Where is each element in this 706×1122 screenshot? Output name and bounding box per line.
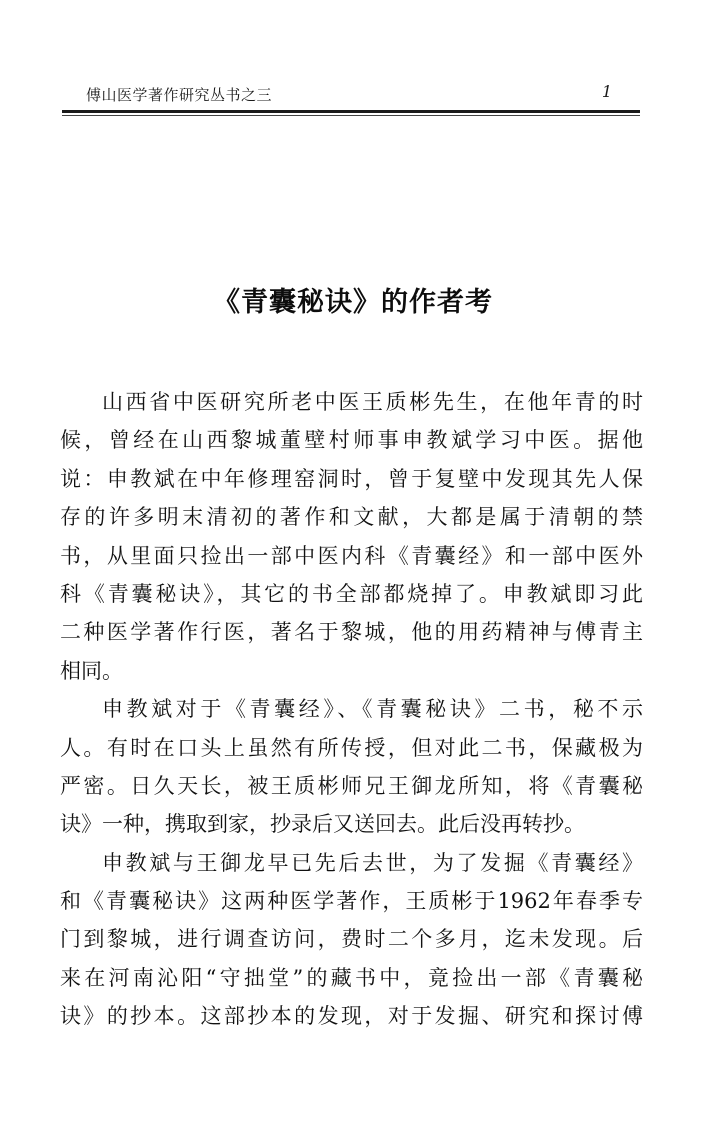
body-line: 相同。 xyxy=(60,658,123,683)
body-line: 门到黎城，进行调查访问，费时二个多月，迄未发现。后 xyxy=(60,927,643,952)
header-rule-thin xyxy=(62,115,640,116)
body-line: 来在河南沁阳“守拙堂”的藏书中，竟捡出一部《青囊秘 xyxy=(60,965,643,990)
body-line: 说：申教斌在中年修理窑洞时，曾于复壁中发现其先人保 xyxy=(60,466,643,491)
header-rule xyxy=(62,110,640,113)
body-line: 申教斌与王御龙早已先后去世，为了发掘《青囊经》 xyxy=(102,850,643,875)
body-line: 和《青囊秘诀》这两种医学著作，王质彬于1962年春季专 xyxy=(60,889,643,914)
body-line: 二种医学著作行医，著名于黎城，他的用药精神与傅青主 xyxy=(60,620,643,645)
body-line: 诀》一种，携取到家，抄录后又送回去。此后没再转抄。 xyxy=(60,812,585,837)
body-line: 科《青囊秘诀》，其它的书全部都烧掉了。申教斌即习此 xyxy=(60,581,643,606)
body-line: 存的许多明末清初的著作和文献，大都是属于清朝的禁 xyxy=(60,505,643,530)
body-line: 诀》的抄本。这部抄本的发现，对于发掘、研究和探讨傅 xyxy=(60,1004,643,1029)
body-line: 严密。日久天长，被王质彬师兄王御龙所知，将《青囊秘 xyxy=(60,773,643,798)
article-title: 《青囊秘诀》的作者考 xyxy=(213,287,493,318)
body-line: 申教斌对于《青囊经》、《青囊秘诀》二书，秘不示 xyxy=(102,697,643,722)
page-number: 1 xyxy=(601,82,612,101)
body-line: 山西省中医研究所老中医王质彬先生，在他年青的时 xyxy=(102,390,643,414)
body-line: 书，从里面只捡出一部中医内科《青囊经》和一部中医外 xyxy=(60,543,643,568)
running-header xyxy=(62,84,640,108)
body-line: 候，曾经在山西黎城董壁村师事申教斌学习中医。据他 xyxy=(60,428,643,453)
body-line: 人。有时在口头上虽然有所传授，但对此二书，保藏极为 xyxy=(60,735,643,760)
header-title: 傅山医学著作研究丛书之三 xyxy=(86,86,273,104)
body-text xyxy=(60,383,643,1036)
